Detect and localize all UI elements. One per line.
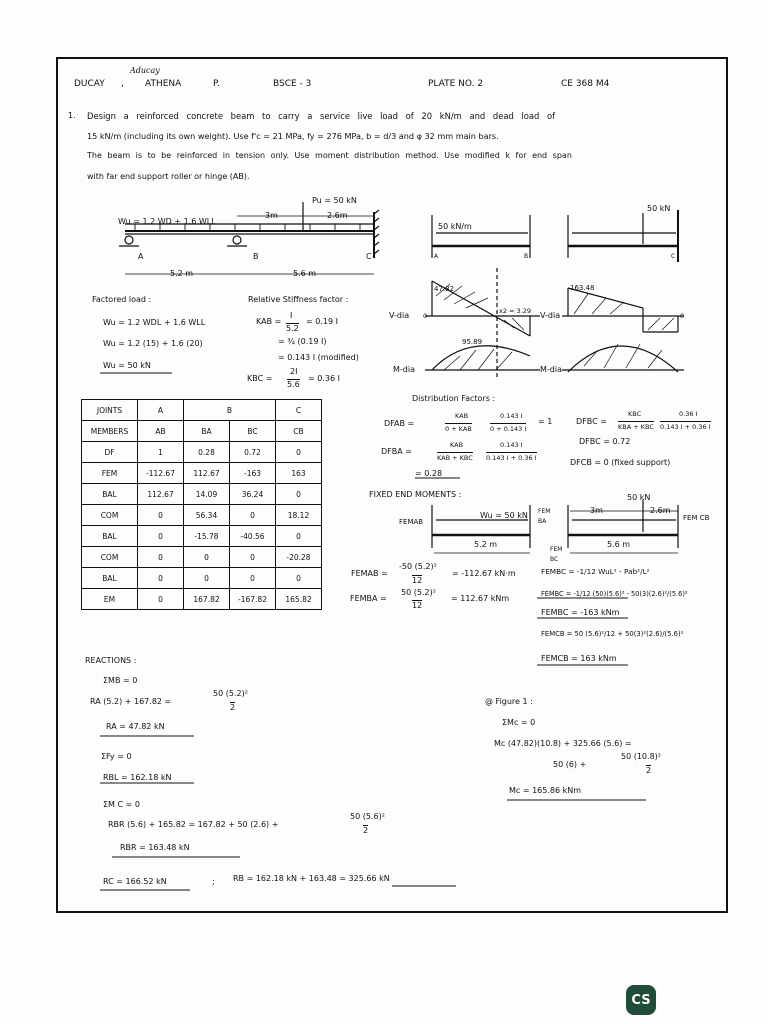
dfba-result: = 0.28 [415, 469, 443, 478]
table-row [82, 484, 322, 505]
factored-eq-2: Wu = 1.2 (15) + 1.6 (20) [103, 339, 203, 348]
kab-modified: = ¾ (0.19 I) [278, 337, 327, 346]
table-cell: 0 [138, 526, 184, 547]
table-cell: 112.67 [138, 484, 184, 505]
table-cell: MEMBERS [82, 421, 138, 442]
fem-ba-eq-den: 12 [412, 601, 423, 610]
right-v-value: 163.48 [570, 284, 595, 292]
table-cell: 163 [276, 463, 322, 484]
table-cell: -163 [230, 463, 276, 484]
kbc-den: 5.6 [287, 380, 300, 389]
table-cell: 0 [230, 547, 276, 568]
dfab-frac1-num: KAB [455, 412, 469, 420]
figure1-line-4: Mc = 165.86 kNm [509, 786, 582, 795]
left-vdia-label: V-dia [389, 311, 410, 320]
table-cell: 0 [184, 547, 230, 568]
table-cell: BAL [82, 526, 138, 547]
fem-span-1: 5.2 m [474, 540, 498, 549]
fem-ab-eq-result: = -112.67 kN·m [452, 569, 516, 578]
span-ab: 5.2 m [170, 269, 194, 278]
fem-wu-label: Wu = 50 kN [480, 511, 528, 520]
reactions-separator: ; [212, 877, 215, 886]
table-cell: 18.12 [276, 505, 322, 526]
dfba-frac2-den: 0.143 I + 0.36 I [486, 454, 537, 462]
fem-ba-eq-result: = 112.67 kNm [451, 594, 510, 603]
left-load-label: 50 kN/m [438, 222, 472, 231]
table-cell: 0 [184, 568, 230, 589]
table-cell: BC [230, 421, 276, 442]
reactions-line-6: ΣM C = 0 [103, 800, 140, 809]
right-mdia-label: M-dia [540, 365, 562, 374]
kab-modified-value: = 0.143 I (modified) [278, 353, 359, 362]
reactions-line-7: RBR (5.6) + 165.82 = 167.82 + 50 (2.6) + [108, 820, 279, 829]
moment-distribution-table [81, 399, 322, 610]
table-cell: AB [138, 421, 184, 442]
table-cell: A [138, 400, 184, 421]
table-cell: 0.72 [230, 442, 276, 463]
reactions-line-2-den: 2 [230, 703, 236, 712]
table-cell: 0 [138, 589, 184, 610]
reactions-line-1: ΣMB = 0 [103, 676, 138, 685]
fem-dim-3m: 3m [590, 506, 603, 515]
table-cell: 14.09 [184, 484, 230, 505]
comma: , [121, 79, 124, 89]
table-cell: COM [82, 547, 138, 568]
fem-ab-label: FEMAB [399, 518, 424, 526]
kab-den: 5.2 [286, 324, 299, 333]
table-cell: BAL [82, 568, 138, 589]
dfba-frac2-num: 0.143 I [500, 441, 523, 449]
reactions-line-10: RB = 162.18 kN + 163.48 = 325.66 kN [233, 874, 390, 883]
fem-ba-label: FEM BA [538, 508, 551, 525]
left-x-value: x2 = 3.29 [499, 307, 532, 315]
table-cell: 165.82 [276, 589, 322, 610]
kbc-value: = 0.36 I [308, 374, 340, 383]
table-cell: -167.82 [230, 589, 276, 610]
fem-dim-2m: 2.6m [650, 506, 671, 515]
problem-number: 1. [68, 111, 76, 120]
table-cell: BA [184, 421, 230, 442]
fem-bc-eq-1: FEMBC = -1/12 WuL² - Pab²/L² [541, 567, 650, 576]
table-cell: DF [82, 442, 138, 463]
reactions-heading: REACTIONS : [85, 656, 137, 665]
dfbc-frac1-num: KBC [628, 410, 642, 418]
reactions-line-4: ΣFy = 0 [101, 752, 132, 761]
kab-lhs: KAB = [256, 317, 282, 326]
table-row [82, 442, 322, 463]
dfab-frac1-den: 0 + KAB [445, 425, 472, 433]
support-a: A [138, 252, 144, 261]
table-cell: -40.56 [230, 526, 276, 547]
table-row [82, 421, 322, 442]
load-label: Wu = 1.2 WD + 1.6 WLL [118, 217, 216, 226]
fem-bc-eq-3: FEMBC = -163 kNm [541, 608, 620, 617]
right-c-label: C [671, 253, 676, 260]
reactions-line-8: RBR = 163.48 kN [120, 843, 190, 852]
table-row [82, 568, 322, 589]
left-b-label: B [524, 253, 529, 260]
reactions-line-7-num: 50 (5.6)² [350, 812, 385, 821]
dfab-frac2-den: 0 + 0.143 I [490, 425, 527, 433]
figure1-line-1: ΣMc = 0 [502, 718, 536, 727]
fem-ab-eq-lhs: FEMAB = [351, 569, 388, 578]
figure1-heading: @ Figure 1 : [485, 697, 533, 706]
problem-line-2: 15 kN/m (including its own weight). Use f'c = 21 MPa, fy = 276 MPa, b = d/3 and φ 32 mm main bars. [87, 131, 499, 141]
left-va-value: 47.82 [434, 285, 455, 293]
factored-load-heading: Factored load : [92, 295, 152, 304]
table-cell: 1 [138, 442, 184, 463]
dfab-lhs: DFAB = [384, 419, 415, 428]
table-cell: -15.78 [184, 526, 230, 547]
dfbc-frac1-den: KBA + KBC [618, 423, 654, 431]
table-cell: 0 [276, 484, 322, 505]
dfbc-frac2-num: 0.36 I [679, 410, 698, 418]
fem-cb-eq-1: FEMCB = 50 (5.6)²/12 + 50(3)²(2.6)/(5.6)² [541, 630, 684, 638]
dim-3m: 3m [265, 211, 278, 220]
table-cell: EM [82, 589, 138, 610]
dfba-lhs: DFBA = [381, 447, 412, 456]
fem-bc-eq-2: FEMBC = -1/12 (50)(5.6)² - 50(3)(2.6)²/(5.6)² [541, 590, 688, 598]
kab-value: = 0.19 I [306, 317, 338, 326]
span-bc: 5.6 m [293, 269, 317, 278]
table-cell: COM [82, 505, 138, 526]
fem-ba-eq-lhs: FEMBA = [350, 594, 387, 603]
reactions-line-5: RBL = 162.18 kN [103, 773, 172, 782]
camscanner-logo-icon: CS [626, 985, 656, 1015]
table-cell: 0 [276, 442, 322, 463]
student-surname: DUCAY [74, 79, 105, 89]
reactions-line-9: RC = 166.52 kN [103, 877, 167, 886]
table-cell: -20.28 [276, 547, 322, 568]
reactions-line-2-num: 50 (5.2)² [213, 689, 248, 698]
table-cell: 0 [138, 568, 184, 589]
left-v-zero: 0 [423, 312, 428, 320]
course-code: CE 368 M4 [561, 79, 610, 89]
right-v-zero: 0 [680, 312, 685, 320]
table-row [82, 547, 322, 568]
left-mdia-label: M-dia [393, 365, 415, 374]
right-load-label: 50 kN [647, 204, 671, 213]
reactions-line-7-den: 2 [363, 826, 369, 835]
point-load-label: Pu = 50 kN [312, 196, 357, 205]
table-row [82, 463, 322, 484]
figure1-line-3: 50 (6) + [553, 760, 587, 769]
table-cell: 0 [230, 505, 276, 526]
table-cell: 0 [138, 547, 184, 568]
table-cell: 0 [138, 505, 184, 526]
problem-line-4: with far end support roller or hinge (AB). [87, 172, 250, 181]
reactions-line-3: RA = 47.82 kN [106, 722, 165, 731]
factored-eq-3: Wu = 50 kN [103, 361, 151, 370]
table-cell: JOINTS [82, 400, 138, 421]
student-first-name: ATHENA [145, 79, 182, 89]
table-row [82, 400, 322, 421]
problem-line-3: The beam is to be reinforced in tension only. Use moment distribution method. Use modified k for end span [87, 151, 572, 160]
fem-bc-label: FEM BC [550, 546, 563, 563]
factored-eq-1: Wu = 1.2 WDL + 1.6 WLL [103, 318, 206, 327]
stiffness-heading: Relative Stiffness factor : [248, 295, 349, 304]
table-row [82, 526, 322, 547]
table-cell: C [276, 400, 322, 421]
fem-cb-label: FEM CB [683, 514, 710, 522]
table-cell: 0 [276, 568, 322, 589]
table-cell: FEM [82, 463, 138, 484]
dfcb-result: DFCB = 0 (fixed support) [570, 458, 671, 467]
table-cell: CB [276, 421, 322, 442]
kab-num: I [290, 311, 293, 320]
dist-factors-heading: Distribution Factors : [412, 394, 496, 403]
left-a-label: A [434, 253, 439, 260]
fem-heading: FIXED END MOMENTS : [369, 490, 462, 499]
fem-ab-eq-den: 12 [412, 576, 423, 585]
dfba-frac1-den: KAB + KBC [437, 454, 473, 462]
right-vdia-label: V-dia [540, 311, 561, 320]
kbc-lhs: KBC = [247, 374, 273, 383]
figure1-line-3-den: 2 [646, 766, 652, 775]
support-b: B [253, 252, 259, 261]
signature: Aducay [130, 66, 160, 75]
fem-ab-eq-num: -50 (5.2)² [399, 562, 437, 571]
problem-line-1: Design a reinforced concrete beam to carry a service live load of 20 kN/m and dead load of [87, 111, 556, 121]
middle-initial: P. [213, 79, 220, 89]
table-cell: -112.67 [138, 463, 184, 484]
dfab-result: = 1 [538, 417, 553, 426]
plate-number: PLATE NO. 2 [428, 79, 484, 89]
support-c: C [366, 252, 372, 261]
left-m-value: 95.89 [462, 338, 483, 346]
program: BSCE - 3 [273, 79, 312, 89]
reactions-line-2: RA (5.2) + 167.82 = [90, 697, 172, 706]
kbc-num: 2I [290, 367, 298, 376]
table-cell: 0 [230, 568, 276, 589]
dim-2m: 2.6m [327, 211, 348, 220]
figure1-line-3-num: 50 (10.8)² [621, 752, 661, 761]
dfab-frac2-num: 0.143 I [500, 412, 523, 420]
fem-pu-label: 50 kN [627, 493, 651, 502]
dfba-frac1-num: KAB [450, 441, 464, 449]
table-cell: 0.28 [184, 442, 230, 463]
fem-cb-eq-2: FEMCB = 163 kNm [541, 654, 617, 663]
table-cell: 167.82 [184, 589, 230, 610]
dfbc-result: DFBC = 0.72 [579, 437, 631, 446]
table-cell: 56.34 [184, 505, 230, 526]
table-cell: BAL [82, 484, 138, 505]
figure1-line-2: Mc (47.82)(10.8) + 325.66 (5.6) = [494, 739, 632, 748]
fem-span-2: 5.6 m [607, 540, 631, 549]
fem-ba-eq-num: 50 (5.2)² [401, 588, 436, 597]
table-cell: 36.24 [230, 484, 276, 505]
dfbc-lhs: DFBC = [576, 417, 607, 426]
table-row [82, 589, 322, 610]
table-cell: 0 [276, 526, 322, 547]
table-cell: B [184, 400, 276, 421]
dfbc-frac2-den: 0.143 I + 0.36 I [660, 423, 711, 431]
table-row [82, 505, 322, 526]
table-cell: 112.67 [184, 463, 230, 484]
